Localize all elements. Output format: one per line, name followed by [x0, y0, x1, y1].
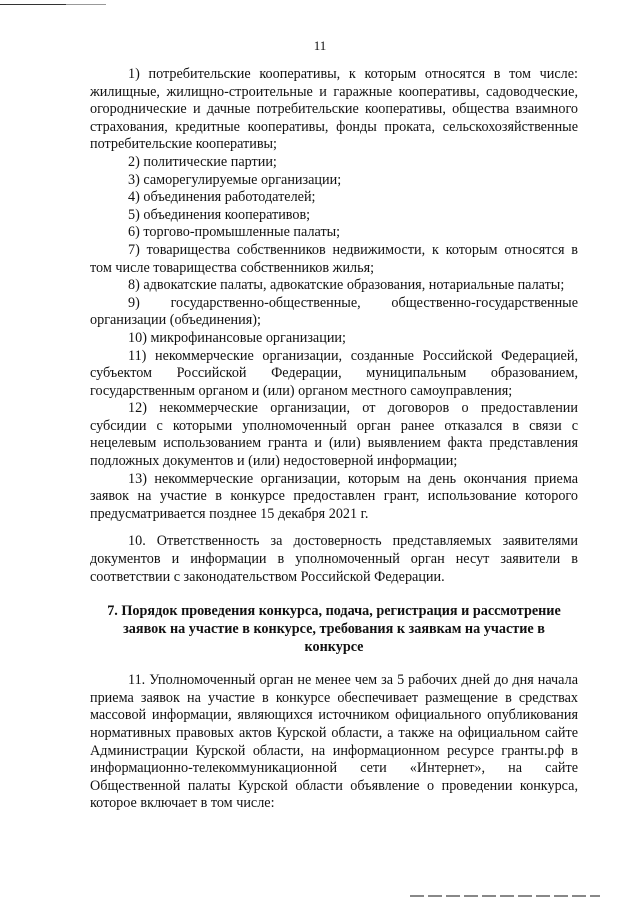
spacer — [90, 523, 578, 533]
list-item-10: 10) микрофинансовые организации; — [128, 329, 346, 346]
document-body — [90, 66, 578, 813]
clause-10: 10. Ответственность за достоверность представляемых заявителями документов и информации в уполномоченный орган несут заявители в соответствии с законодательством Российской Федерации. — [90, 533, 578, 585]
list-item-9: 9) государственно-общественные, общественно-государственные организации (объединения); — [90, 294, 578, 329]
list-item-11: 11) некоммерческие организации, созданные Российской Федерацией, субъектом Российской Федерации, муниципальным образованием, государственным органом и (или) органом местного самоуправления; — [90, 347, 578, 399]
section-7-heading: 7. Порядок проведения конкурса, подача, регистрация и рассмотрение заявок на участие в конкурсе, требования к заявкам на участие в конкурсе — [107, 603, 561, 656]
list-item-1: 1) потребительские кооперативы, к которым относятся в том числе: жилищные, жилищно-строительные и гаражные кооперативы, садоводческие, огороднические и дачные потребительские кооперативы, общества взаимного страхования, кредитные кооперативы, фонды проката, сельскохозяйственные потребительские кооперативы; — [90, 66, 578, 153]
list-item-12: 12) некоммерческие организации, от договоров о предоставлении субсидии с которыми уполномоченный орган ранее отказался в связи с нецелевым использованием гранта и (или) выявлением факта представления подложных документов и (или) недостоверной информации; — [90, 400, 578, 470]
list-item-5: 5) объединения кооперативов; — [128, 206, 311, 223]
list-item-13: 13) некоммерческие организации, которым на день окончания приема заявок на участие в конкурсе предоставлен грант, использование которого предусматривается позднее 15 декабря 2021 г. — [90, 470, 578, 522]
scan-artifact-top-2 — [66, 4, 106, 5]
list-item-8: 8) адвокатские палаты, адвокатские образования, нотариальные палаты; — [128, 277, 565, 294]
page-number: 11 — [313, 38, 327, 53]
list-item-7: 7) товарищества собственников недвижимости, к которым относятся в том числе товарищества собственников жилья; — [90, 241, 578, 276]
list-item-2: 2) политические партии; — [128, 153, 277, 170]
list-item-4: 4) объединения работодателей; — [128, 189, 316, 206]
scan-artifact-bottom — [410, 895, 600, 897]
list-item-6: 6) торгово-промышленные палаты; — [128, 224, 341, 241]
list-item-3: 3) саморегулируемые организации; — [128, 171, 342, 188]
clause-11: 11. Уполномоченный орган не менее чем за 5 рабочих дней до дня начала приема заявок на участие в конкурсе обеспечивает размещение в средствах массовой информации, являющихся источником официального опубликования нормативных правовых актов Курской области, а также на официальном сайте Администрации Курской области, на информационном ресурсе гранты.рф в информационно-телекоммуникационной сети «Интернет», на сайте Общественной палаты Курской области объявление о проведении конкурса, которое включает в том числе: — [90, 672, 578, 812]
